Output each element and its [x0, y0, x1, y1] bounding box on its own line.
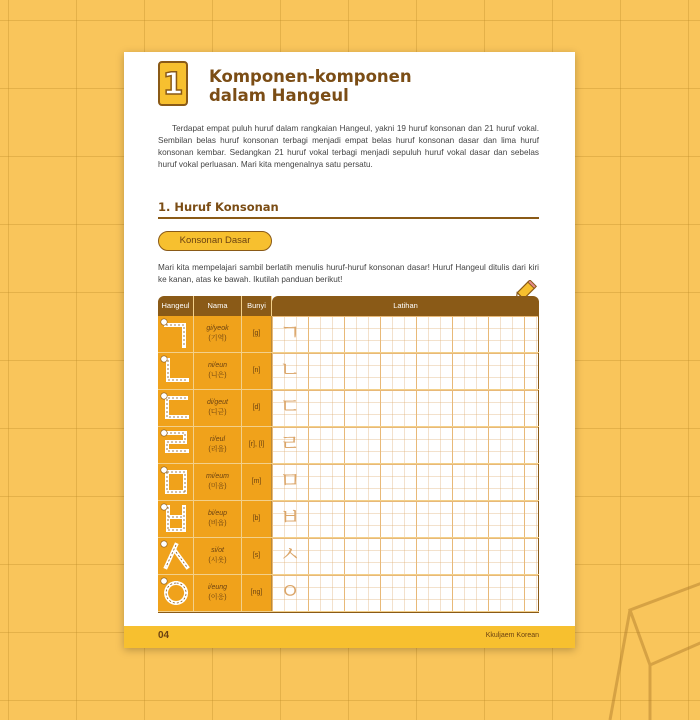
- letter-name: [194, 390, 242, 426]
- header-name: Nama: [194, 296, 242, 316]
- letter-name-roman: di/geut: [206, 399, 229, 406]
- letter-name-roman: ni/eun: [207, 362, 228, 369]
- chapter-title-line-1: Komponen-komponen: [209, 67, 412, 86]
- letter-name-roman: si/ot: [211, 547, 224, 554]
- letter-stroke-guide: [158, 353, 194, 389]
- stroke-order-icon: [158, 538, 194, 574]
- practice-grid[interactable]: [272, 427, 539, 463]
- letter-name: [194, 501, 242, 537]
- letter-name: [194, 575, 242, 611]
- description-paragraph: Mari kita mempelajari sambil berlatih menulis huruf-huruf konsonan dasar! Huruf Hangeul ditulis dari kiri ke kanan, atas ke bawah. Ikutilah panduan berikut!: [158, 263, 539, 284]
- letter-stroke-guide: [158, 390, 194, 426]
- chapter-number: 1: [162, 67, 184, 102]
- letter-stroke-guide: [158, 538, 194, 574]
- stroke-order-icon: [158, 353, 194, 389]
- practice-grid[interactable]: [272, 316, 539, 352]
- header-sound: Bunyi: [242, 296, 272, 316]
- stroke-order-icon: [158, 390, 194, 426]
- letter-stroke-guide: [158, 501, 194, 537]
- letter-name: [194, 538, 242, 574]
- letter-name-korean: (미음): [208, 483, 227, 490]
- table-row: [158, 464, 539, 501]
- letter-name: [194, 427, 242, 463]
- chapter-title: [209, 67, 539, 105]
- trace-letter: ㅁ: [279, 469, 301, 494]
- intro-paragraph: Terdapat empat puluh huruf dalam rangkaian Hangeul, yakni 19 huruf konsonan dan 21 huruf vokal. Sembilan belas huruf konsonan terbagi menjadi empat belas huruf konsonan dasar dan lima huruf konsonan kembar. Sedangkan 21 huruf vokal terbagi menjadi sepuluh huruf vokal dasar dan sebelas huruf vokal perluasan. Mari kita mengenalnya satu persatu.: [158, 124, 539, 169]
- letter-stroke-guide: [158, 575, 194, 611]
- letter-name-roman: i/eung: [207, 584, 228, 591]
- letter-sound: [m]: [242, 464, 272, 500]
- letter-name-korean: (이응): [208, 594, 227, 601]
- stroke-order-icon: [158, 316, 194, 352]
- table-bottom-border: [158, 612, 539, 613]
- letter-name-korean: (비읍): [208, 520, 227, 527]
- letter-sound: [s]: [242, 538, 272, 574]
- letter-name-korean: (리을): [208, 446, 227, 453]
- practice-grid[interactable]: [272, 390, 539, 426]
- consonant-table: [158, 296, 539, 613]
- letter-sound: [g]: [242, 316, 272, 352]
- trace-letter: ㄷ: [279, 395, 301, 420]
- stroke-order-icon: [158, 427, 194, 463]
- practice-grid[interactable]: [272, 538, 539, 574]
- table-row: [158, 353, 539, 390]
- stroke-order-icon: [158, 575, 194, 611]
- letter-sound: [b]: [242, 501, 272, 537]
- trace-letter: ㅅ: [279, 543, 301, 568]
- letter-sound: [n]: [242, 353, 272, 389]
- table-row: [158, 316, 539, 353]
- practice-grid[interactable]: [272, 575, 539, 611]
- letter-name-roman: bi/eup: [207, 510, 228, 517]
- letter-name-korean: (니은): [208, 372, 227, 379]
- section-divider: [158, 217, 539, 219]
- practice-grid[interactable]: [272, 353, 539, 389]
- letter-stroke-guide: [158, 427, 194, 463]
- stroke-order-icon: [158, 501, 194, 537]
- table-row: [158, 427, 539, 464]
- table-header: [158, 296, 539, 316]
- table-row: [158, 575, 539, 612]
- trace-letter: ㅇ: [279, 580, 301, 605]
- page-footer: [124, 626, 575, 648]
- trace-letter: ㄱ: [279, 321, 301, 346]
- letter-name-korean: (디귿): [208, 409, 227, 416]
- subsection-label: Konsonan Dasar: [158, 231, 272, 251]
- letter-name-roman: ri/eul: [209, 436, 226, 443]
- chapter-number-badge: [158, 61, 188, 106]
- letter-name-korean: (시옷): [208, 557, 227, 564]
- letter-name: [194, 316, 242, 352]
- letter-name-roman: mi/eum: [206, 473, 229, 480]
- page-number: 04: [158, 630, 170, 641]
- stroke-order-icon: [158, 464, 194, 500]
- table-row: [158, 538, 539, 575]
- section-title: 1. Huruf Konsonan: [158, 200, 279, 214]
- letter-name-korean: (기역): [208, 335, 227, 342]
- practice-grid[interactable]: [272, 464, 539, 500]
- letter-sound: [d]: [242, 390, 272, 426]
- decorative-shape: [590, 570, 700, 720]
- chapter-title-line-2: dalam Hangeul: [209, 86, 349, 105]
- letter-stroke-guide: [158, 464, 194, 500]
- letter-stroke-guide: [158, 316, 194, 352]
- table-row: [158, 390, 539, 427]
- letter-sound: [ng]: [242, 575, 272, 611]
- header-practice: Latihan: [272, 296, 539, 316]
- letter-name: [194, 353, 242, 389]
- trace-letter: ㅂ: [279, 506, 301, 531]
- letter-name-roman: gi/yeok: [206, 325, 229, 332]
- book-page: [124, 52, 575, 648]
- letter-sound: [r], [l]: [242, 427, 272, 463]
- trace-letter: ㄴ: [279, 358, 301, 383]
- trace-letter: ㄹ: [279, 432, 301, 457]
- footer-brand: Kkuljaem Korean: [485, 632, 539, 639]
- header-letter: Hangeul: [158, 296, 194, 316]
- practice-grid[interactable]: [272, 501, 539, 537]
- letter-name: [194, 464, 242, 500]
- table-row: [158, 501, 539, 538]
- table-body: [158, 316, 539, 612]
